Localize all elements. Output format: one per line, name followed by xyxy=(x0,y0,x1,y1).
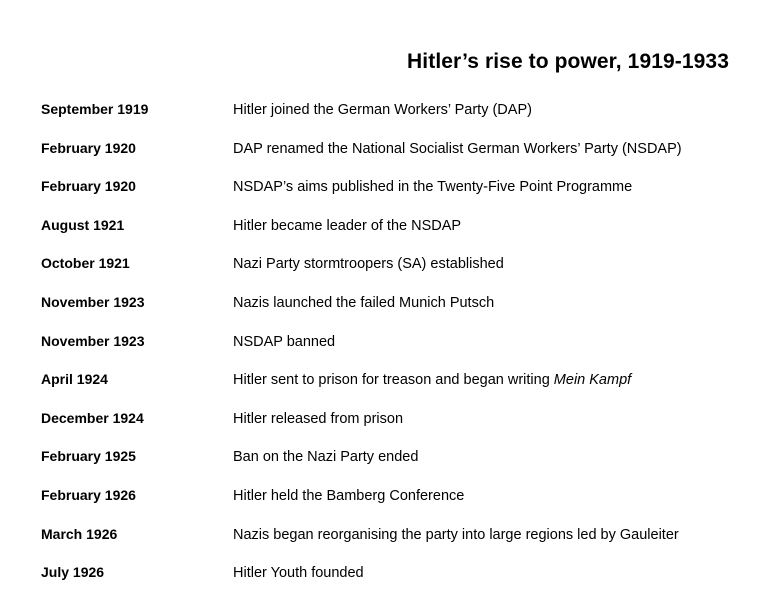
timeline-date: October 1921 xyxy=(41,255,130,272)
timeline-event: Hitler held the Bamberg Conference xyxy=(233,487,465,504)
timeline-row xyxy=(41,448,751,487)
timeline-date: August 1921 xyxy=(41,216,125,233)
timeline-event: Hitler released from prison xyxy=(233,410,404,427)
timeline-event: DAP renamed the National Socialist German Workers’ Party (NSDAP) xyxy=(233,140,682,157)
timeline-row xyxy=(41,371,751,410)
timeline-row xyxy=(41,410,751,449)
timeline-date: November 1923 xyxy=(41,332,145,349)
timeline-row xyxy=(41,217,751,256)
timeline-event: NSDAP banned xyxy=(233,333,336,350)
timeline-date: September 1919 xyxy=(41,101,149,117)
timeline-row xyxy=(41,101,751,140)
timeline-event: Hitler joined the German Workers’ Party (DAP) xyxy=(233,102,532,118)
timeline-date: February 1926 xyxy=(41,486,136,503)
timeline-date: November 1923 xyxy=(41,293,145,310)
timeline-date: March 1926 xyxy=(41,525,118,542)
timeline-event xyxy=(233,372,751,388)
timeline-date: February 1925 xyxy=(41,448,136,465)
timeline-date: February 1920 xyxy=(41,178,136,195)
book-title: Mein Kampf xyxy=(553,372,632,389)
timeline-event: Hitler Youth founded xyxy=(233,565,364,582)
timeline-event: Nazis began reorganising the party into large regions led by Gauleiter xyxy=(233,526,679,543)
timeline-date: December 1924 xyxy=(41,409,144,426)
timeline-event: Nazis launched the failed Munich Putsch xyxy=(233,294,495,311)
timeline-date: July 1926 xyxy=(41,564,105,581)
page-title: Hitler’s rise to power, 1919-1933 xyxy=(407,50,729,73)
timeline-row xyxy=(41,178,751,217)
timeline-date: February 1920 xyxy=(41,139,136,156)
timeline-row xyxy=(41,140,751,179)
timeline-row xyxy=(41,487,751,526)
timeline-row xyxy=(41,255,751,294)
timeline-event: Ban on the Nazi Party ended xyxy=(233,449,419,466)
timeline-table xyxy=(41,101,751,603)
timeline-date: April 1924 xyxy=(41,371,108,388)
timeline-event: Nazi Party stormtroopers (SA) established xyxy=(233,256,504,273)
timeline-row xyxy=(41,526,751,565)
timeline-row xyxy=(41,294,751,333)
timeline-event: Hitler became leader of the NSDAP xyxy=(233,217,462,234)
timeline-event-text: Hitler sent to prison for treason and began writing xyxy=(233,372,554,389)
timeline-row xyxy=(41,333,751,372)
timeline-row xyxy=(41,564,751,603)
timeline-event: NSDAP’s aims published in the Twenty-Five Point Programme xyxy=(233,179,633,196)
